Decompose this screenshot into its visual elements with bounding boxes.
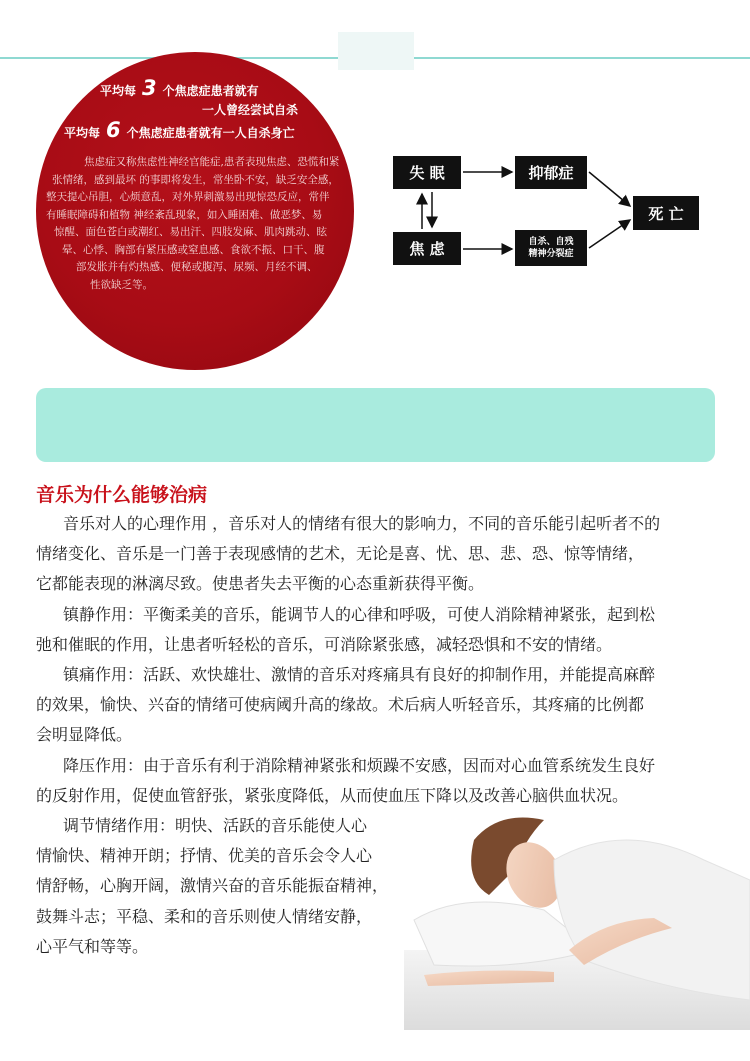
sleeping-woman-illustration bbox=[404, 800, 750, 1030]
node-suicide: 自杀、自残 精神分裂症 bbox=[515, 230, 587, 266]
node-depression: 抑郁症 bbox=[515, 156, 587, 189]
paragraph-pain-relief: 镇痛作用：活跃、欢快雄壮、激情的音乐对疼痛具有良好的抑制作用，并能提高麻醉 的效果，愉快、兴奋的情绪可使病阈升高的缘故。术后病人听轻音乐，其疼痛的比例都 会明显降低。 bbox=[36, 665, 656, 745]
cyan-banner bbox=[36, 388, 715, 462]
headline-1: 平均每 3 个焦虑症患者就有 bbox=[100, 76, 259, 100]
node-anxiety: 焦 虑 bbox=[393, 232, 461, 265]
article-heading: 音乐为什么能够治病 bbox=[36, 484, 208, 506]
circle-body-text: 焦虑症又称焦虑性神经官能症,患者表现焦虑、恐慌和紧 张情绪，感到最坏 的事即将发生，常坐卧不安，缺乏安全感， 整天提心吊胆，心烦意乱，对外界刺激易出现惊恐反应，常伴 有睡眠障碍和植物 神经紊乱现象，如入睡困难、做恶梦、易 惊醒、面色苍白或潮红、易出汗、四肢发麻、肌肉跳动、眩 晕、心悸、胸部有紧压感或窒息感、食欲不振、口干、腹 部发胀并有灼热感、便秘或腹泻、尿频、月经不调、 性欲缺乏等。 bbox=[46, 156, 340, 291]
paragraph-mood: 调节情绪作用：明快、活跃的音乐能使人心 情愉快、精神开朗；抒情、优美的音乐会令人心 情舒畅，心胸开阔，激情兴奋的音乐能振奋精神， 鼓舞斗志；平稳、柔和的音乐则使人情绪安静， 心平气和等等。 bbox=[36, 816, 389, 956]
flow-arrows bbox=[0, 0, 750, 320]
paragraph-calming: 镇静作用：平衡柔美的音乐，能调节人的心律和呼吸，可使人消除精神紧张，起到松 弛和催眠的作用，让患者听轻松的音乐，可消除紧张感，减轻恐惧和不安的情绪。 bbox=[36, 604, 656, 654]
paragraph-blood-pressure: 降压作用：由于音乐有利于消除精神紧张和烦躁不安感，因而对心血管系统发生良好 的反射作用，促使血管舒张，紧张度降低，从而使血压下降以及改善心脑供血状况。 bbox=[36, 755, 656, 805]
headline-2: 一人曾经尝试自杀 bbox=[202, 103, 299, 117]
paragraph-psychology: 音乐对人的心理作用 ，音乐对人的情绪有很大的影响力，不同的音乐能引起听者不的 情绪变化、音乐是一门善于表现感情的艺术，无论是喜、忧、思、悲、恐、惊等情绪， 它都能表现的淋漓尽致。使患者失去平衡的心态重新获得平衡。 bbox=[36, 514, 661, 594]
headline-3: 平均每 6 个焦虑症患者就有一人自杀身亡 bbox=[64, 118, 295, 142]
node-death: 死 亡 bbox=[633, 196, 699, 230]
node-insomnia: 失 眠 bbox=[393, 156, 461, 189]
